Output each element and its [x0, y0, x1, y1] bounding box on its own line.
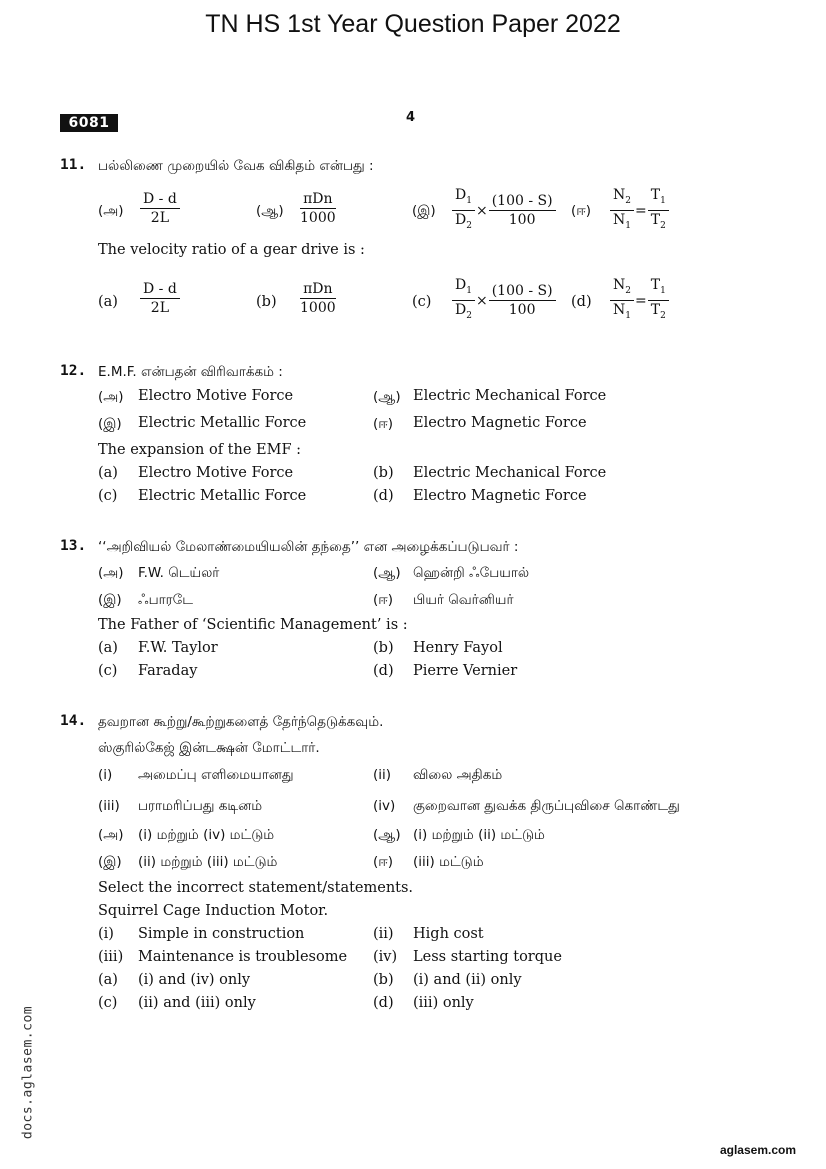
q14-en-option-d: (iii) only	[413, 995, 474, 1011]
q14-ta-label-c: (இ)	[98, 854, 122, 870]
q14-en-label-d: (d)	[373, 995, 394, 1011]
q14-ta-option-b: (i) மற்றும் (ii) மட்டும்	[413, 827, 545, 843]
q14-en-stmt-1: Simple in construction	[138, 926, 305, 942]
q12-en-option-c: Electric Metallic Force	[138, 488, 307, 504]
side-watermark: docs.aglasem.com	[20, 1005, 36, 1140]
q12-en-option-b: Electric Mechanical Force	[413, 465, 607, 481]
q14-en-stmt-label-1: (i)	[98, 926, 114, 942]
q14-english-text-2: Squirrel Cage Induction Motor.	[98, 903, 329, 919]
q14-en-option-a: (i) and (iv) only	[138, 972, 251, 988]
q12-ta-label-c: (இ)	[98, 416, 122, 432]
q14-tamil-text-2: ஸ்குரில்கேஜ் இன்டக்ஷன் மோட்டார்.	[98, 740, 320, 756]
q14-en-label-a: (a)	[98, 972, 118, 988]
q13-ta-option-b: ஹென்றி ஃபேயால்	[413, 565, 530, 581]
q13-ta-label-b: (ஆ)	[373, 565, 401, 581]
q14-en-stmt-3: Maintenance is troublesome	[138, 949, 348, 965]
q12-ta-option-d: Electro Magnetic Force	[413, 415, 587, 431]
q11-ta-label-a: (அ)	[98, 203, 124, 219]
q11-ta-option-a: $\frac{D - d}{2L}$	[140, 191, 180, 227]
q14-ta-label-b: (ஆ)	[373, 827, 401, 843]
footer-site[interactable]: aglasem.com	[719, 1143, 796, 1157]
q14-english-text-1: Select the incorrect statement/statements.	[98, 880, 414, 896]
q11-en-option-c: $\frac{D_1}{D_2}$ × $\frac{(100 - S)}{100}$	[452, 277, 556, 325]
q11-en-option-a: $\frac{D - d}{2L}$	[140, 281, 180, 317]
q14-tamil-text-1: தவறான கூற்று/கூற்றுகளைத் தேர்ந்தெடுக்கவும்.	[98, 714, 384, 730]
q13-en-option-b: Henry Fayol	[413, 640, 503, 656]
q12-ta-option-c: Electric Metallic Force	[138, 415, 307, 431]
q11-en-label-d: (d)	[571, 294, 592, 310]
q14-ta-stmt-label-3: (iii)	[98, 798, 120, 814]
q13-english-text: The Father of ‘Scientific Management’ is :	[98, 617, 408, 633]
q14-ta-stmt-2: விலை அதிகம்	[413, 767, 503, 783]
q11-en-label-a: (a)	[98, 294, 118, 310]
q14-en-option-c: (ii) and (iii) only	[138, 995, 256, 1011]
q13-ta-label-c: (இ)	[98, 592, 122, 608]
q14-ta-stmt-3: பராமரிப்பது கடினம்	[138, 798, 263, 814]
paper-code: 6081	[60, 114, 118, 132]
q14-ta-option-c: (ii) மற்றும் (iii) மட்டும்	[138, 854, 278, 870]
q13-tamil-text: ‘‘அறிவியல் மேலாண்மையியலின் தந்தை’’ என அழைக்கப்படுபவர் :	[98, 539, 519, 555]
q11-en-label-c: (c)	[412, 294, 432, 310]
q12-ta-label-a: (அ)	[98, 389, 124, 405]
q11-ta-option-b: $\frac{\text{πDn}}{1000}$	[300, 191, 336, 226]
question-number-13: 13.	[60, 538, 87, 554]
q11-ta-option-d: $\frac{N_2}{N_1}$ = $\frac{T_1}{T_2}$	[610, 187, 669, 235]
q13-en-label-c: (c)	[98, 663, 118, 679]
question-number-14: 14.	[60, 713, 87, 729]
q13-ta-option-a: F.W. டெய்லர்	[138, 565, 220, 581]
q14-ta-stmt-1: அமைப்பு எளிமையானது	[138, 767, 294, 783]
q11-en-option-d: $\frac{N_2}{N_1}$ = $\frac{T_1}{T_2}$	[610, 277, 669, 325]
q13-en-option-a: F.W. Taylor	[138, 640, 218, 656]
q14-ta-option-d: (iii) மட்டும்	[413, 854, 484, 870]
q14-ta-label-a: (அ)	[98, 827, 124, 843]
question-number-11: 11.	[60, 157, 87, 173]
q12-en-option-a: Electro Motive Force	[138, 465, 294, 481]
q14-en-option-b: (i) and (ii) only	[413, 972, 522, 988]
q11-en-label-b: (b)	[256, 294, 277, 310]
q12-en-option-d: Electro Magnetic Force	[413, 488, 587, 504]
q12-en-label-a: (a)	[98, 465, 118, 481]
q14-en-label-b: (b)	[373, 972, 394, 988]
q12-ta-label-d: (ஈ)	[373, 416, 394, 432]
page-number: 4	[406, 110, 416, 125]
q14-ta-stmt-label-1: (i)	[98, 767, 113, 783]
q11-en-option-b: $\frac{\text{πDn}}{1000}$	[300, 281, 336, 316]
q14-en-stmt-label-2: (ii)	[373, 926, 394, 942]
page-title: TN HS 1st Year Question Paper 2022	[205, 10, 621, 38]
q12-en-label-d: (d)	[373, 488, 394, 504]
q11-ta-label-c: (இ)	[412, 203, 436, 219]
q13-en-label-a: (a)	[98, 640, 118, 656]
q11-ta-label-d: (ஈ)	[571, 203, 592, 219]
q12-english-text: The expansion of the EMF :	[98, 442, 302, 458]
q14-en-stmt-4: Less starting torque	[413, 949, 562, 965]
q11-ta-label-b: (ஆ)	[256, 203, 284, 219]
q14-ta-option-a: (i) மற்றும் (iv) மட்டும்	[138, 827, 275, 843]
q11-ta-option-c: $\frac{D_1}{D_2}$ × $\frac{(100 - S)}{100}$	[452, 187, 556, 235]
q14-en-stmt-label-4: (iv)	[373, 949, 398, 965]
q12-ta-label-b: (ஆ)	[373, 389, 401, 405]
q14-ta-label-d: (ஈ)	[373, 854, 394, 870]
q13-ta-option-d: பியர் வெர்னியர்	[413, 592, 514, 608]
q11-tamil-text: பல்லிணை முறையில் வேக விகிதம் என்பது :	[98, 158, 374, 174]
q13-en-option-c: Faraday	[138, 663, 198, 679]
q13-en-label-d: (d)	[373, 663, 394, 679]
q12-ta-option-a: Electro Motive Force	[138, 388, 294, 404]
q12-ta-option-b: Electric Mechanical Force	[413, 388, 607, 404]
q11-english-text: The velocity ratio of a gear drive is :	[98, 242, 365, 258]
q13-ta-label-a: (அ)	[98, 565, 124, 581]
q13-en-option-d: Pierre Vernier	[413, 663, 518, 679]
q13-en-label-b: (b)	[373, 640, 394, 656]
q14-ta-stmt-label-4: (iv)	[373, 798, 396, 814]
q12-tamil-text: E.M.F. என்பதன் விரிவாக்கம் :	[98, 364, 283, 380]
q13-ta-option-c: ஃபாரடே	[138, 592, 193, 608]
q12-en-label-c: (c)	[98, 488, 118, 504]
q14-ta-stmt-4: குறைவான துவக்க திருப்புவிசை கொண்டது	[413, 798, 680, 814]
q13-ta-label-d: (ஈ)	[373, 592, 394, 608]
question-number-12: 12.	[60, 363, 87, 379]
q14-ta-stmt-label-2: (ii)	[373, 767, 392, 783]
q14-en-stmt-label-3: (iii)	[98, 949, 124, 965]
q14-en-stmt-2: High cost	[413, 926, 484, 942]
q12-en-label-b: (b)	[373, 465, 394, 481]
q14-en-label-c: (c)	[98, 995, 118, 1011]
